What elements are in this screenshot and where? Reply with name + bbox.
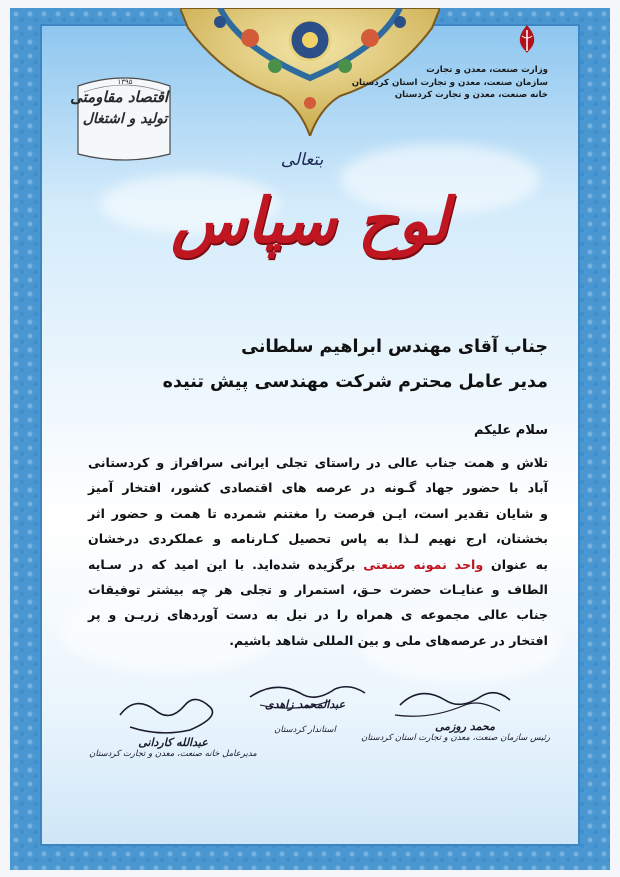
body-line-5-post: برگزیده شده‌اید. با این امید که در سـایه — [88, 556, 356, 572]
certificate-title: لوح سپاس — [171, 184, 449, 257]
signature-1 — [361, 720, 550, 743]
signature-1-role: رئیس سازمان صنعت، معدن و تجارت استان کردستان — [361, 733, 550, 743]
organization-name: سازمان صنعت، معدن و تجارت استان کردستان — [351, 77, 548, 88]
recipient-name: جناب آقای مهندس ابراهیم سلطانی — [241, 337, 548, 357]
house-name: خانه صنعت، معدن و تجارت کردستان — [394, 90, 548, 100]
logo-slogan — [70, 78, 168, 130]
signature-3-name: عبدالله کاردانی — [138, 736, 208, 749]
signature-3-role: مدیرعامل خانه صنعت، معدن و تجارت کردستان — [89, 749, 257, 759]
signature-2-role: استاندار کردستان — [274, 725, 336, 735]
logo-slogan-line2: تولید و اشتغال — [82, 111, 168, 127]
recipient-position: مدیر عامل محترم شرکت مهندسی پیش تنیده — [162, 372, 548, 392]
logo-year: ۱۳۹۵ — [117, 78, 133, 86]
signature-1-name: محمد روزمی — [435, 720, 495, 733]
body-line-5-pre: به عنوان — [491, 556, 548, 572]
signature-3 — [88, 736, 258, 759]
body-line-8: افتخار در عرصه‌های ملی و بین المللی شاهد باشیم. — [229, 632, 548, 648]
signature-2-name: عبدالمحمد زاهدی — [264, 698, 346, 711]
organization-header — [318, 64, 548, 102]
logo-slogan-line1: اقتصاد مقاومتی — [70, 88, 168, 106]
iran-emblem-icon — [510, 22, 544, 56]
ministry-name: وزارت صنعت، معدن و تجارت — [426, 65, 548, 75]
bismillah: بتعالی — [280, 150, 324, 170]
body-line-1: تلاش و همت جناب عالی در راستای تجلی ایرانی سرافراز و کردستانی — [88, 455, 548, 470]
signature-2 — [240, 698, 370, 735]
body-line-6: الطاف و عنایـات حضرت حـق، استمرار و تجلی هر چه بیشتر توفیقات — [88, 582, 548, 598]
body-line-7: جناب عالی مجموعه ی همراه را در نیل به دست آوردهای زریـن و پر — [88, 607, 548, 623]
body-line-3: و شایان تقدیر است، ایـن فرصت را مغتنم شمرده تا همت و حضور اثر — [88, 505, 548, 521]
award-title: واحد نمونه صنعتی — [363, 556, 484, 572]
body-line-5 — [88, 552, 548, 577]
body-line-2: آباد با حضور جهاد گـونه در عرصه های اقتصادی کشور، افتخار آمیز — [88, 480, 548, 496]
certificate-body — [88, 450, 548, 653]
body-line-4: بخشتان، ارج نهیم لـذا به پاس تحصیل کـارنامه و عملکردی درخشان — [88, 531, 548, 547]
greeting: سلام علیکم — [474, 423, 548, 438]
